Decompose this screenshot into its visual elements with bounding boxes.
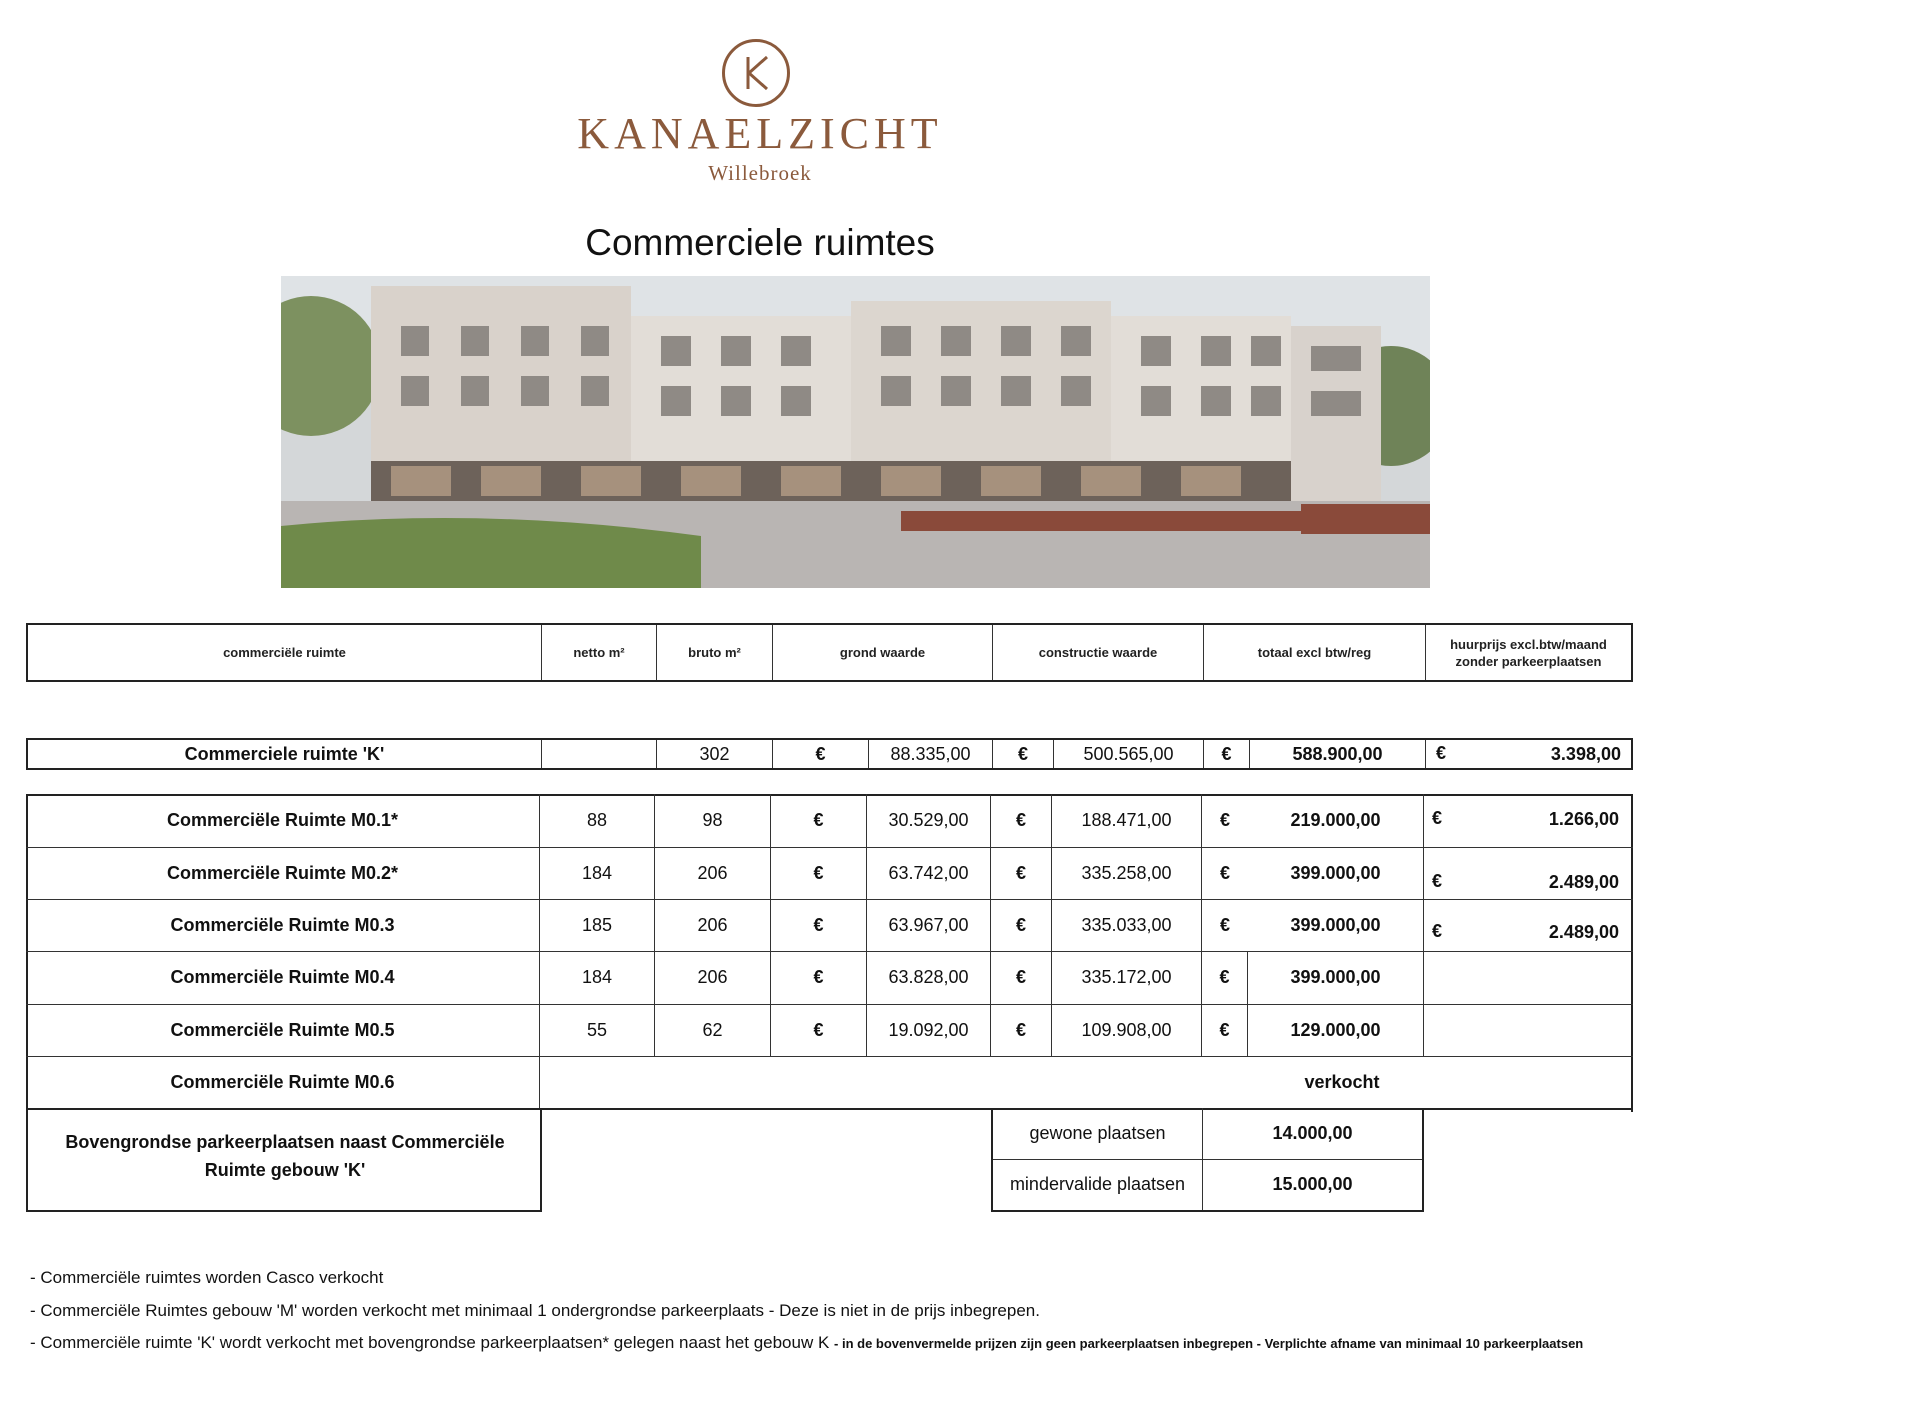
unit-land-value: 63.742,00 — [867, 847, 991, 899]
euro-sign: € — [1219, 810, 1230, 830]
header-total-excl-vat: totaal excl btw/reg — [1204, 625, 1426, 680]
note-building-k-parking — [30, 1333, 1583, 1353]
unit-total: 399.000,00 — [1248, 847, 1424, 899]
unit-name: Commerciële Ruimte M0.4 — [26, 951, 540, 1004]
table-row-m06 — [26, 1056, 1633, 1110]
note-building-m-parking: - Commerciële Ruimtes gebouw 'M' worden verkocht met minimaal 1 ondergrondse parkeerplaats - Deze is niet in de prijs inbegrepen. — [30, 1301, 1040, 1320]
parking-price-table — [991, 1108, 1424, 1212]
parking-label-line2: Ruimte gebouw 'K' — [204, 1159, 366, 1180]
header-land-value: grond waarde — [773, 625, 993, 680]
unit-net-m2: 184 — [540, 951, 655, 1004]
unit-net-m2: 185 — [540, 899, 655, 951]
parking-regular-price: 14.000,00 — [1272, 1123, 1353, 1143]
unit-total: 219.000,00 — [1248, 794, 1424, 847]
parking-disabled-row — [993, 1159, 1422, 1210]
unit-name: Commerciële Ruimte M0.6 — [26, 1056, 540, 1108]
unit-construction-value: 188.471,00 — [1052, 794, 1202, 847]
unit-name: Commerciële Ruimte M0.2* — [26, 847, 540, 899]
euro-sign: € — [1432, 921, 1443, 941]
row-k-name: Commerciele ruimte 'K' — [28, 740, 542, 768]
unit-rent: 2.489,00 — [1548, 922, 1619, 942]
unit-gross-m2: 98 — [655, 794, 771, 847]
header-commercial-space: commerciële ruimte — [28, 625, 542, 680]
row-k-construction-value: 500.565,00 — [1054, 740, 1204, 768]
euro-sign: € — [991, 847, 1052, 899]
row-k-net — [542, 740, 657, 768]
table-row — [26, 951, 1633, 1005]
header-gross-m2: bruto m² — [657, 625, 773, 680]
euro-sign: € — [991, 1004, 1052, 1056]
table-row — [26, 794, 1633, 848]
note-casco: - Commerciële ruimtes worden Casco verkocht — [30, 1268, 384, 1287]
sold-status: verkocht — [1304, 1071, 1380, 1092]
euro-sign: € — [991, 899, 1052, 951]
note-building-k-small: - in de bovenvermelde prijzen zijn geen parkeerplaatsen inbegrepen - Verplichte afname van minimaal 10 parkeerplaatsen — [834, 1336, 1584, 1351]
parking-label-box — [26, 1108, 542, 1212]
header-rent-price: huurprijs excl.btw/maand zonder parkeerplaatsen — [1450, 636, 1607, 669]
unit-gross-m2: 206 — [655, 899, 771, 951]
unit-construction-value: 335.258,00 — [1052, 847, 1202, 899]
euro-sign: € — [1202, 951, 1248, 1004]
brand-logo-mark — [722, 39, 790, 107]
euro-sign: € — [771, 899, 867, 951]
building-rendering-image — [281, 276, 1430, 588]
header-construction-value: constructie waarde — [993, 625, 1204, 680]
euro-sign: € — [1219, 862, 1230, 883]
row-k-gross: 302 — [657, 740, 773, 768]
brand-location: Willebroek — [708, 160, 812, 185]
table-row — [26, 899, 1633, 952]
unit-land-value: 63.828,00 — [867, 951, 991, 1004]
unit-name: Commerciële Ruimte M0.3 — [26, 899, 540, 951]
euro-sign: € — [1436, 743, 1447, 763]
euro-sign: € — [771, 847, 867, 899]
table-row — [26, 847, 1633, 900]
unit-name: Commerciële Ruimte M0.5 — [26, 1004, 540, 1056]
unit-net-m2: 184 — [540, 847, 655, 899]
euro-sign: € — [1219, 914, 1230, 935]
table-row — [26, 1004, 1633, 1057]
page-title: Commerciele ruimtes — [585, 222, 935, 263]
parking-disabled-label: mindervalide plaatsen — [993, 1159, 1203, 1210]
unit-construction-value: 335.033,00 — [1052, 899, 1202, 951]
parking-regular-row — [993, 1108, 1422, 1160]
unit-land-value: 30.529,00 — [867, 794, 991, 847]
unit-total: 399.000,00 — [1248, 899, 1424, 951]
parking-disabled-price: 15.000,00 — [1272, 1174, 1353, 1194]
unit-gross-m2: 62 — [655, 1004, 771, 1056]
unit-name: Commerciële Ruimte M0.1* — [26, 794, 540, 847]
unit-net-m2: 55 — [540, 1004, 655, 1056]
unit-net-m2: 88 — [540, 794, 655, 847]
euro-sign: € — [773, 740, 869, 768]
unit-gross-m2: 206 — [655, 951, 771, 1004]
unit-total: 129.000,00 — [1248, 1004, 1424, 1056]
unit-rent: 1.266,00 — [1548, 809, 1619, 829]
euro-sign: € — [993, 740, 1054, 768]
unit-total: 399.000,00 — [1248, 951, 1424, 1004]
unit-land-value: 19.092,00 — [867, 1004, 991, 1056]
note-building-k-main: - Commerciële ruimte 'K' wordt verkocht met bovengrondse parkeerplaatsen* gelegen naast het gebouw K — [30, 1333, 835, 1352]
unit-gross-m2: 206 — [655, 847, 771, 899]
table-row-k — [26, 738, 1633, 770]
unit-construction-value: 109.908,00 — [1052, 1004, 1202, 1056]
k-monogram-icon — [734, 51, 778, 95]
euro-sign: € — [1432, 808, 1443, 828]
euro-sign: € — [991, 951, 1052, 1004]
unit-construction-value: 335.172,00 — [1052, 951, 1202, 1004]
header-net-m2: netto m² — [542, 625, 657, 680]
row-k-land-value: 88.335,00 — [869, 740, 993, 768]
euro-sign: € — [1432, 871, 1443, 891]
parking-label-line1: Bovengrondse parkeerplaatsen naast Commerciële — [65, 1131, 505, 1152]
parking-regular-label: gewone plaatsen — [993, 1108, 1203, 1159]
table-header-row — [26, 623, 1633, 682]
unit-land-value: 63.967,00 — [867, 899, 991, 951]
euro-sign: € — [1202, 1004, 1248, 1056]
euro-sign: € — [771, 951, 867, 1004]
euro-sign: € — [771, 1004, 867, 1056]
euro-sign: € — [771, 794, 867, 847]
euro-sign: € — [991, 794, 1052, 847]
euro-sign: € — [1204, 740, 1250, 768]
row-k-total: 588.900,00 — [1250, 740, 1426, 768]
unit-rent: 2.489,00 — [1548, 872, 1619, 892]
brand-name: KANAELZICHT — [577, 108, 943, 158]
row-k-rent: 3.398,00 — [1550, 744, 1621, 764]
